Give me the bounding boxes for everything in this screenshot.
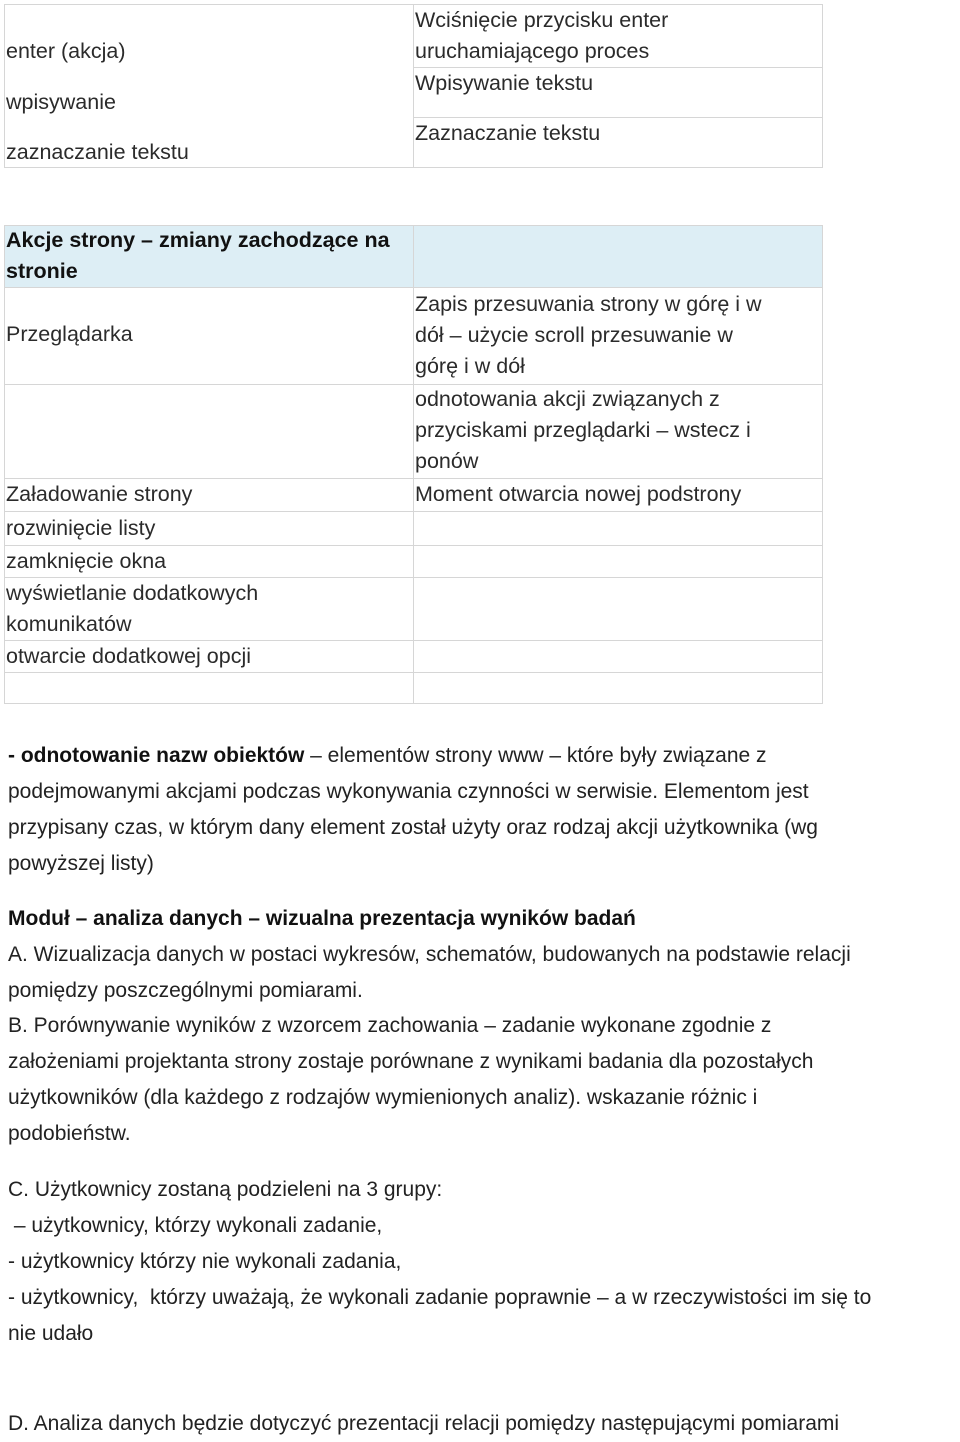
table2-left-messages: wyświetlanie dodatkowych [6,581,259,605]
table2-right-browser-buttons: odnotowania akcji związanych z [415,387,720,411]
table1-left-enter: enter (akcja) [6,39,126,63]
paragraph-object-names [8,738,958,882]
text-line: przypisany czas, w którym dany element został użyty oraz rodzaj akcji użytkownika (wg [8,816,818,839]
table2-left-list-expand: rozwinięcie listy [6,516,156,540]
text-line: C. Użytkownicy zostaną podzieleni na 3 grupy: [8,1178,443,1201]
section-d [8,1406,958,1442]
table1-right-line: Wciśnięcie przycisku enter [415,8,669,32]
section-a [8,937,958,1009]
module-heading [8,901,958,937]
text-line: użytkowników (dla każdego z rodzajów wymienionych analiz). wskazanie różnic i [8,1086,758,1109]
table1-right-line: Zaznaczanie tekstu [415,121,601,145]
table2-header: stronie [6,259,78,283]
table2-right-browser-buttons: ponów [415,449,479,473]
text-line: A. Wizualizacja danych w postaci wykresów, schematów, budowanych na podstawie relacji [8,943,851,966]
table2-right-scroll: górę i w dół [415,354,525,378]
object-names-bold: - odnotowanie nazw obiektów [8,744,305,767]
text-line: - użytkownicy, którzy uważają, że wykonali zadanie poprawnie – a w rzeczywistości im się to [8,1286,872,1309]
text-line: pomiędzy poszczególnymi pomiarami. [8,979,363,1002]
table2-right-new-subpage: Moment otwarcia nowej podstrony [415,482,742,506]
section-c [8,1172,958,1352]
text-line: B. Porównywanie wyników z wzorcem zachowania – zadanie wykonane zgodnie z [8,1014,772,1037]
table2-right-scroll: dół – użycie scroll przesuwanie w [415,323,733,347]
table2-header: Akcje strony – zmiany zachodzące na [6,228,390,252]
object-names-rest: – elementów strony www – które były związane z [304,744,767,767]
table2-left-page-load: Załadowanie strony [6,482,193,506]
table1-right-line: Wpisywanie tekstu [415,71,594,95]
text-line: założeniami projektanta strony zostaje porównane z wynikami badania dla pozostałych [8,1050,814,1073]
table1-left-select: zaznaczanie tekstu [6,140,189,164]
section-b [8,1008,958,1152]
text-line: podobieństw. [8,1122,131,1145]
table2-right-browser-buttons: przyciskami przeglądarki – wstecz i [415,418,751,442]
table1-left-typing: wpisywanie [6,90,116,114]
table2-left-browser: Przeglądarka [6,322,133,346]
text-line: powyższej listy) [8,852,154,875]
text-line: – użytkownicy, którzy wykonali zadanie, [8,1214,383,1237]
table2-left-extra-option: otwarcie dodatkowej opcji [6,644,251,668]
table2-left-messages: komunikatów [6,612,132,636]
text-line: - użytkownicy którzy nie wykonali zadania, [8,1250,402,1273]
table2-right-scroll: Zapis przesuwania strony w górę i w [415,292,762,316]
text-line: podejmowanymi akcjami podczas wykonywania czynności w serwisie. Elementom jest [8,780,809,803]
text-line: D. Analiza danych będzie dotyczyć prezentacji relacji pomiędzy następującymi pomiarami [8,1412,840,1435]
table2-left-window-close: zamknięcie okna [6,549,167,573]
module-heading-text: Moduł – analiza danych – wizualna prezentacja wyników badań [8,907,636,930]
text-line: nie udało [8,1322,94,1345]
table1-right-line: uruchamiającego proces [415,39,650,63]
